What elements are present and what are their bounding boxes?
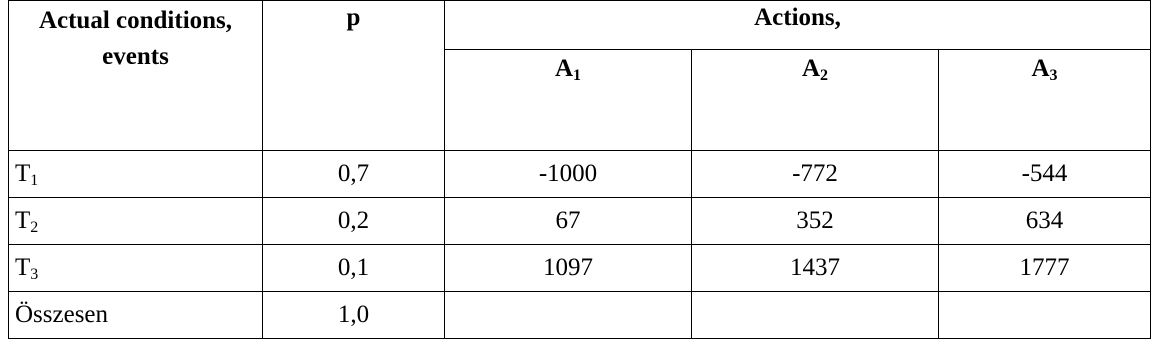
header-action-a2: $A_2$ xyxy=(692,50,939,151)
cell-a1: -1000 xyxy=(445,151,692,198)
row-label-t3: $T_3$ xyxy=(9,245,263,292)
cell-a2: 352 xyxy=(692,198,939,245)
total-a2 xyxy=(692,292,939,339)
table-row xyxy=(9,198,1151,245)
cell-a2: 1437 xyxy=(692,245,939,292)
row-label-t2: $T_2$ xyxy=(9,198,263,245)
header-actions: Actions, xyxy=(445,1,1151,50)
header-action-a3: $A_3$ xyxy=(939,50,1151,151)
decision-table-container xyxy=(8,0,1151,339)
total-label: Összesen xyxy=(9,292,263,339)
cell-a1: 1097 xyxy=(445,245,692,292)
cell-a1: 67 xyxy=(445,198,692,245)
decision-table xyxy=(8,0,1151,339)
table-row xyxy=(9,245,1151,292)
header-action-a1: $A_1$ xyxy=(445,50,692,151)
total-row xyxy=(9,292,1151,339)
header-conditions: Actual conditions, events xyxy=(9,1,263,151)
table-row xyxy=(9,151,1151,198)
cell-a3: -544 xyxy=(939,151,1151,198)
header-row-1 xyxy=(9,1,1151,50)
header-probability: p xyxy=(263,1,445,151)
total-a1 xyxy=(445,292,692,339)
total-p: 1,0 xyxy=(263,292,445,339)
total-a3 xyxy=(939,292,1151,339)
cell-a3: 1777 xyxy=(939,245,1151,292)
row-label-t1: $T_1$ xyxy=(9,151,263,198)
cell-p: 0,7 xyxy=(263,151,445,198)
cell-a2: -772 xyxy=(692,151,939,198)
cell-p: 0,1 xyxy=(263,245,445,292)
cell-a3: 634 xyxy=(939,198,1151,245)
cell-p: 0,2 xyxy=(263,198,445,245)
